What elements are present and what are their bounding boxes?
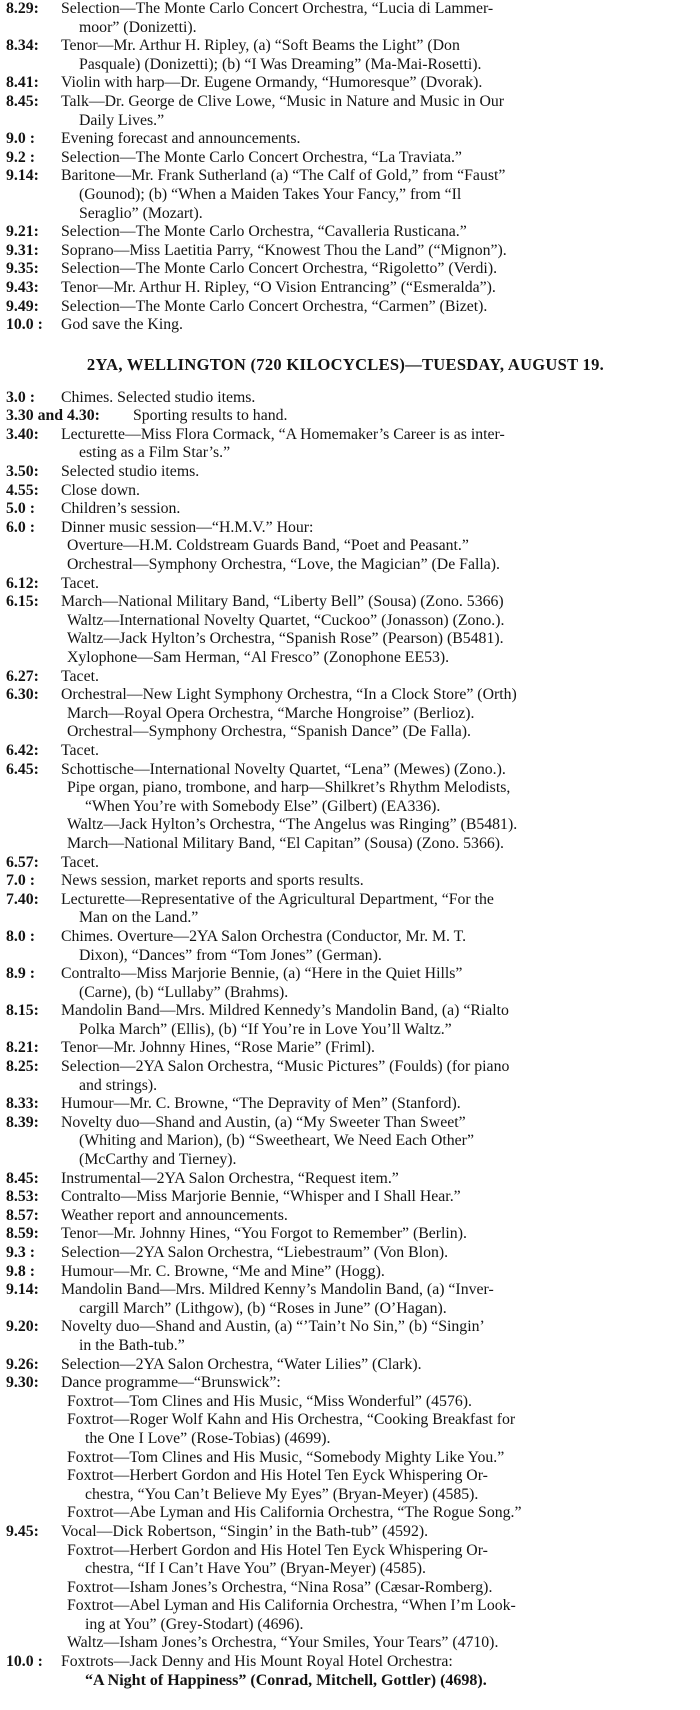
- entry-line: Selection—The Monte Carlo Concert Orchestra, “Carmen” (Bizet).: [61, 297, 488, 315]
- entry-line: Tenor—Mr. Johnny Hines, “Rose Marie” (Friml).: [61, 1039, 375, 1057]
- entry-sub-item: [3, 1634, 688, 1653]
- program-entry: [3, 1188, 688, 1207]
- program-entry: [3, 575, 688, 594]
- entry-line: (Whiting and Marion), (b) “Sweetheart, We Need Each Other”: [79, 1132, 474, 1150]
- entry-time: 3.40:: [6, 425, 39, 443]
- program-entry: [3, 1095, 688, 1114]
- entry-line: Selection—The Monte Carlo Concert Orchestra, “Rigoletto” (Verdi).: [61, 260, 498, 278]
- entry-line: Orchestral—New Light Symphony Orchestra, “In a Clock Store” (Orth): [61, 686, 517, 704]
- program-entry: [3, 1356, 688, 1375]
- entry-description: [61, 519, 688, 538]
- entry-time: 6.45:: [6, 760, 39, 778]
- sub-item-line: Orchestral—Symphony Orchestra, “Spanish Dance” (De Falla).: [67, 723, 472, 741]
- entry-line: (Carne), (b) “Lullaby” (Brahms).: [79, 983, 289, 1001]
- entry-line: March—National Military Band, “Liberty Bell” (Sousa) (Zono. 5366): [61, 593, 504, 611]
- entry-line: Selection—The Monte Carlo Concert Orchestra, “La Traviata.”: [61, 148, 462, 166]
- entry-time: 9.0 :: [6, 130, 35, 148]
- program-entry: [3, 500, 688, 519]
- entry-time: 7.0 :: [6, 872, 35, 890]
- program-entry: [3, 965, 688, 1002]
- entry-description: [61, 298, 688, 317]
- entry-time: 8.0 :: [6, 927, 35, 945]
- entry-time: 3.30 and 4.30:: [6, 407, 100, 425]
- entry-line: Daily Lives.”: [79, 111, 165, 129]
- program-entry: [3, 0, 688, 37]
- entry-time: 9.21:: [6, 223, 39, 241]
- entry-line: Baritone—Mr. Frank Sutherland (a) “The Calf of Gold,” from “Faust”: [61, 167, 506, 185]
- entry-line: Tacet.: [61, 853, 99, 871]
- entry-time: 8.41:: [6, 74, 39, 92]
- entry-description: [61, 1318, 688, 1355]
- entry-sub-item: [3, 723, 688, 742]
- entry-description: [61, 854, 688, 873]
- sub-item-line: March—Royal Opera Orchestra, “Marche Hongroise” (Berlioz).: [67, 704, 475, 722]
- sub-item-line: March—National Military Band, “El Capitan” (Sousa) (Zono. 5366).: [67, 834, 504, 852]
- entry-time: 9.26:: [6, 1355, 39, 1373]
- entry-line: Man on the Land.”: [79, 909, 199, 927]
- program-entry: [3, 279, 688, 298]
- entry-sub-item: [3, 1504, 688, 1523]
- entry-time: 8.9 :: [6, 965, 35, 983]
- entry-description: [61, 1356, 688, 1375]
- program-entry: [3, 1170, 688, 1189]
- entry-sub-item: [3, 705, 688, 724]
- program-entry: [3, 854, 688, 873]
- sub-item-line: Waltz—Jack Hylton’s Orchestra, “Spanish Rose” (Pearson) (B5481).: [67, 630, 504, 648]
- sub-item-line: chestra, “You Can’t Believe My Eyes” (Bryan-Meyer) (4585).: [85, 1485, 479, 1503]
- program-entry: [3, 482, 688, 501]
- entry-sub-item: [3, 835, 688, 854]
- entry-line: Dixon), “Dances” from “Tom Jones” (German).: [79, 946, 382, 964]
- entry-line: Contralto—Miss Marjorie Bennie, (a) “Here in the Quiet Hills”: [61, 965, 463, 983]
- program-entry: [3, 167, 688, 223]
- program-entry: [3, 928, 688, 965]
- entry-time: 8.53:: [6, 1188, 39, 1206]
- entry-time: 3.50:: [6, 463, 39, 481]
- entry-description: [61, 149, 688, 168]
- entry-sub-item: [3, 649, 688, 668]
- entry-time: 10.0 :: [6, 1653, 43, 1671]
- entry-time: 8.39:: [6, 1113, 39, 1131]
- entry-time: 9.43:: [6, 278, 39, 296]
- sub-item-line: Waltz—Isham Jones’s Orchestra, “Your Smiles, Your Tears” (4710).: [67, 1634, 499, 1652]
- entry-line: Close down.: [61, 481, 140, 499]
- program-entry: [3, 149, 688, 168]
- program-entry: [3, 1039, 688, 1058]
- entry-time: 6.12:: [6, 574, 39, 592]
- entry-line: Tacet.: [61, 741, 99, 759]
- sub-item-line: Pipe organ, piano, trombone, and harp—Shilkret’s Rhythm Melodists,: [67, 779, 511, 797]
- entry-description: [61, 74, 688, 93]
- program-entry: [3, 519, 688, 538]
- entry-line: Polka March” (Ellis), (b) “If You’re in Love You’ll Waltz.”: [79, 1020, 452, 1038]
- entry-line: Violin with harp—Dr. Eugene Ormandy, “Humoresque” (Dvorak).: [61, 74, 483, 92]
- entry-line: Selection—The Monte Carlo Concert Orchestra, “Lucia di Lammer-: [61, 0, 494, 17]
- entry-time: 8.25:: [6, 1058, 39, 1076]
- program-entry: [3, 872, 688, 891]
- entry-line: Selection—2YA Salon Orchestra, “Music Pictures” (Foulds) (for piano: [61, 1058, 510, 1076]
- sub-item-line: ing at You” (Grey-Stodart) (4696).: [85, 1615, 304, 1633]
- entry-description: [61, 223, 688, 242]
- entry-line: moor” (Donizetti).: [79, 18, 197, 36]
- entry-time: 8.29:: [6, 0, 39, 17]
- entry-description: [61, 316, 688, 335]
- sub-item-line: Foxtrot—Herbert Gordon and His Hotel Ten Eyck Whispering Or-: [67, 1467, 488, 1485]
- sub-item-line: Overture—H.M. Coldstream Guards Band, “Poet and Peasant.”: [67, 537, 469, 555]
- entry-description: [61, 500, 688, 519]
- entry-description: [61, 1263, 688, 1282]
- entry-time: 9.45:: [6, 1522, 39, 1540]
- entry-time: 6.57:: [6, 853, 39, 871]
- sub-item-line: the One I Love” (Rose-Tobias) (4699).: [85, 1429, 331, 1447]
- entry-description: [61, 891, 688, 928]
- entry-line: (McCarthy and Tierney).: [79, 1151, 237, 1169]
- entry-time: 8.45:: [6, 1169, 39, 1187]
- program-entry: [3, 1244, 688, 1263]
- entry-description: [61, 1244, 688, 1263]
- entry-description: [61, 1095, 688, 1114]
- entry-line: Selection—2YA Salon Orchestra, “Water Lilies” (Clark).: [61, 1355, 422, 1373]
- entry-description: [61, 1225, 688, 1244]
- program-entry: [3, 242, 688, 261]
- entry-description: [61, 1002, 688, 1039]
- entry-line: Pasquale) (Donizetti); (b) “I Was Dreaming” (Ma-Mai-Rosetti).: [79, 55, 482, 73]
- entry-time: 8.33:: [6, 1095, 39, 1113]
- entry-line: esting as a Film Star’s.”: [79, 444, 231, 462]
- program-entry: [3, 298, 688, 317]
- station-heading: 2YA, WELLINGTON (720 KILOCYCLES)—TUESDAY, AUGUST 19.: [86, 354, 605, 374]
- program-entry: [3, 1653, 688, 1672]
- program-entry: [3, 1263, 688, 1282]
- entry-time: 4.55:: [6, 481, 39, 499]
- sub-item-line: Foxtrot—Tom Clines and His Music, “Somebody Mighty Like You.”: [67, 1448, 505, 1466]
- sub-item-line: Waltz—Jack Hylton’s Orchestra, “The Angelus was Ringing” (B5481).: [67, 816, 518, 834]
- entry-description: [61, 1039, 688, 1058]
- entry-time: 9.8 :: [6, 1262, 35, 1280]
- entry-line: (Gounod); (b) “When a Maiden Takes Your Fancy,” from “Il: [79, 185, 462, 203]
- program-entry: [3, 1523, 688, 1542]
- entry-line: Chimes. Overture—2YA Salon Orchestra (Conductor, Mr. M. T.: [61, 927, 467, 945]
- entry-line: Dinner music session—“H.M.V.” Hour:: [61, 518, 314, 536]
- entry-sub-item: [3, 1579, 688, 1598]
- section-2YA-wellington: [3, 389, 688, 1672]
- program-entry: [3, 1058, 688, 1095]
- entry-description: [61, 0, 688, 37]
- entry-line: cargill March” (Lithgow), (b) “Roses in June” (O’Hagan).: [79, 1299, 447, 1317]
- program-entry: [3, 389, 688, 408]
- entry-description: [61, 965, 688, 1002]
- entry-line: Contralto—Miss Marjorie Bennie, “Whisper and I Shall Hear.”: [61, 1188, 461, 1206]
- entry-line: Foxtrots—Jack Denny and His Mount Royal Hotel Orchestra:: [61, 1653, 453, 1671]
- entry-description: [61, 1207, 688, 1226]
- entry-line: and strings).: [79, 1076, 158, 1094]
- program-entry: [3, 668, 688, 687]
- entry-line: Sporting results to hand.: [133, 407, 288, 425]
- entry-time: 9.49:: [6, 297, 39, 315]
- entry-description: [61, 279, 688, 298]
- entry-description: [61, 1523, 688, 1542]
- entry-line: Mandolin Band—Mrs. Mildred Kennedy’s Mandolin Band, (a) “Rialto: [61, 1002, 509, 1020]
- entry-description: [61, 260, 688, 279]
- entry-line: Mandolin Band—Mrs. Mildred Kenny’s Mandolin Band, (a) “Inver-: [61, 1281, 494, 1299]
- entry-description: [61, 593, 688, 612]
- entry-line: Evening forecast and announcements.: [61, 130, 301, 148]
- entry-time: 8.15:: [6, 1002, 39, 1020]
- entry-sub-item: [3, 1597, 688, 1634]
- entry-description: [61, 1058, 688, 1095]
- sub-item-line: Xylophone—Sam Herman, “Al Fresco” (Zonophone EE53).: [67, 649, 450, 666]
- entry-time: 6.42:: [6, 741, 39, 759]
- program-entry: [3, 407, 688, 426]
- entry-time: 6.0 :: [6, 518, 35, 536]
- entry-description: [61, 242, 688, 261]
- sub-item-line: Foxtrot—Abel Lyman and His California Orchestra, “When I’m Look-: [67, 1597, 516, 1615]
- entry-time: 9.2 :: [6, 148, 35, 166]
- program-entry: [3, 37, 688, 74]
- entry-line: Tenor—Mr. Johnny Hines, “You Forgot to Remember” (Berlin).: [61, 1225, 467, 1243]
- entry-time: 6.30:: [6, 686, 39, 704]
- sub-item-line: “When You’re with Somebody Else” (Gilbert) (EA336).: [85, 797, 441, 815]
- entry-time: 9.35:: [6, 260, 39, 278]
- entry-time: 9.31:: [6, 241, 39, 259]
- entry-line: Weather report and announcements.: [61, 1206, 288, 1224]
- entry-line: Novelty duo—Shand and Austin, (a) “My Sweeter Than Sweet”: [61, 1113, 466, 1131]
- entry-description: [61, 1188, 688, 1207]
- entry-sub-item: [3, 1411, 688, 1448]
- entry-line: News session, market reports and sports results.: [61, 872, 364, 890]
- entry-time: 3.0 :: [6, 388, 35, 406]
- program-entry: [3, 891, 688, 928]
- program-entry: [3, 742, 688, 761]
- entry-sub-item: [3, 1542, 688, 1579]
- entry-description: [61, 1653, 688, 1672]
- entry-sub-item: [3, 1393, 688, 1412]
- entry-time: 8.45:: [6, 92, 39, 110]
- entry-line: Tenor—Mr. Arthur H. Ripley, (a) “Soft Beams the Light” (Don: [61, 37, 460, 55]
- program-entry: [3, 686, 688, 705]
- entry-line: Children’s session.: [61, 500, 181, 518]
- entry-time: 8.59:: [6, 1225, 39, 1243]
- entry-description: [61, 761, 688, 780]
- entry-line: in the Bath-tub.”: [79, 1336, 185, 1354]
- entry-time: 7.40:: [6, 890, 39, 908]
- entry-time: 9.20:: [6, 1318, 39, 1336]
- entry-description: [61, 93, 688, 130]
- entry-line: Tacet.: [61, 574, 99, 592]
- entry-time: 6.15:: [6, 593, 39, 611]
- entry-line: Selected studio items.: [61, 463, 200, 481]
- entry-description: [61, 1374, 688, 1393]
- entry-sub-item: [3, 612, 688, 631]
- entry-line: Schottische—International Novelty Quartet, “Lena” (Mewes) (Zono.).: [61, 760, 506, 778]
- entry-description: [61, 389, 688, 408]
- entry-time: 8.21:: [6, 1039, 39, 1057]
- program-entry: [3, 1114, 688, 1170]
- sub-item-line: Waltz—International Novelty Quartet, “Cuckoo” (Jonasson) (Zono.).: [67, 611, 505, 629]
- entry-sub-item: [3, 537, 688, 556]
- entry-description: [61, 872, 688, 891]
- entry-sub-item: [3, 556, 688, 575]
- sub-item-line: Foxtrot—Roger Wolf Kahn and His Orchestra, “Cooking Breakfast for: [67, 1411, 516, 1429]
- entry-line: Talk—Dr. George de Clive Lowe, “Music in Nature and Music in Our: [61, 92, 505, 110]
- entry-time: 9.14:: [6, 1281, 39, 1299]
- entry-description: [133, 407, 688, 426]
- entry-description: [61, 668, 688, 687]
- program-entry: [3, 1281, 688, 1318]
- entry-description: [61, 167, 688, 223]
- sub-item-line: Foxtrot—Abe Lyman and His California Orchestra, “The Rogue Song.”: [67, 1504, 522, 1522]
- entry-description: [61, 482, 688, 501]
- program-entry: [3, 316, 688, 335]
- entry-line: God save the King.: [61, 316, 183, 334]
- entry-line: Seraglio” (Mozart).: [79, 204, 203, 222]
- program-entry: [3, 223, 688, 242]
- entry-line: Instrumental—2YA Salon Orchestra, “Request item.”: [61, 1169, 399, 1187]
- entry-sub-item: [3, 630, 688, 649]
- entry-sub-item: [3, 1467, 688, 1504]
- entry-line: Tenor—Mr. Arthur H. Ripley, “O Vision Entrancing” (“Esmeralda”).: [61, 278, 496, 296]
- program-entry: [3, 1207, 688, 1226]
- program-entry: [3, 74, 688, 93]
- entry-line: Novelty duo—Shand and Austin, (a) “’Tain’t No Sin,” (b) “Singin’: [61, 1318, 485, 1336]
- entry-time: 9.3 :: [6, 1244, 35, 1261]
- entry-description: [61, 1170, 688, 1189]
- entry-line: Lecturette—Miss Flora Cormack, “A Homemaker’s Career is as inter-: [61, 425, 505, 443]
- program-entry: [3, 1318, 688, 1355]
- program-entry: [3, 130, 688, 149]
- sub-item-line: Foxtrot—Isham Jones’s Orchestra, “Nina Rosa” (Cæsar-Romberg).: [67, 1578, 493, 1596]
- entry-time: 9.30:: [6, 1374, 39, 1392]
- entry-line: Selection—The Monte Carlo Orchestra, “Cavalleria Rusticana.”: [61, 223, 467, 241]
- entry-description: [61, 686, 688, 705]
- program-entry: [3, 426, 688, 463]
- sub-item-line: Orchestral—Symphony Orchestra, “Love, the Magician” (De Falla).: [67, 556, 500, 574]
- entry-sub-item: [3, 779, 688, 816]
- entry-line: Soprano—Miss Laetitia Parry, “Knowest Thou the Land” (“Mignon”).: [61, 241, 507, 259]
- entry-time: 8.57:: [6, 1206, 39, 1224]
- sub-item-line: Foxtrot—Tom Clines and His Music, “Miss Wonderful” (4576).: [67, 1392, 472, 1410]
- entry-time: 9.14:: [6, 167, 39, 185]
- entry-line: Vocal—Dick Robertson, “Singin’ in the Bath-tub” (4592).: [61, 1522, 429, 1540]
- entry-description: [61, 1281, 688, 1318]
- entry-description: [61, 463, 688, 482]
- entry-line: Humour—Mr. C. Browne, “The Depravity of Men” (Stanford).: [61, 1095, 461, 1113]
- entry-line: Lecturette—Representative of the Agricultural Department, “For the: [61, 890, 494, 908]
- section-1YA-continued: [3, 0, 688, 335]
- entry-description: [61, 928, 688, 965]
- entry-line: Tacet.: [61, 667, 99, 685]
- entry-sub-item: [3, 1449, 688, 1468]
- entry-line: Selection—2YA Salon Orchestra, “Liebestraum” (Von Blon).: [61, 1244, 449, 1261]
- entry-sub-item: [3, 816, 688, 835]
- entry-description: [61, 37, 688, 74]
- program-entry: [3, 93, 688, 130]
- entry-line: Dance programme—“Brunswick”:: [61, 1374, 281, 1392]
- entry-description: [61, 1114, 688, 1170]
- program-entry: [3, 761, 688, 780]
- entry-time: 10.0 :: [6, 316, 43, 334]
- entry-time: 6.27:: [6, 667, 39, 685]
- program-entry: [3, 593, 688, 612]
- final-line: “A Night of Happiness” (Conrad, Mitchell, Gottler) (4698).: [85, 1671, 487, 1689]
- entry-time: 8.34:: [6, 37, 39, 55]
- program-entry: [3, 1002, 688, 1039]
- entry-line: Chimes. Selected studio items.: [61, 388, 256, 406]
- sub-item-line: chestra, “If I Can’t Have You” (Bryan-Meyer) (4585).: [85, 1560, 426, 1578]
- entry-description: [61, 130, 688, 149]
- entry-description: [61, 426, 688, 463]
- program-entry: [3, 1225, 688, 1244]
- entry-line: Humour—Mr. C. Browne, “Me and Mine” (Hogg).: [61, 1262, 385, 1280]
- entry-time: 5.0 :: [6, 500, 35, 518]
- entry-description: [61, 742, 688, 761]
- program-entry: [3, 1374, 688, 1393]
- program-entry: [3, 260, 688, 279]
- program-entry: [3, 463, 688, 482]
- sub-item-line: Foxtrot—Herbert Gordon and His Hotel Ten Eyck Whispering Or-: [67, 1541, 488, 1559]
- entry-description: [61, 575, 688, 594]
